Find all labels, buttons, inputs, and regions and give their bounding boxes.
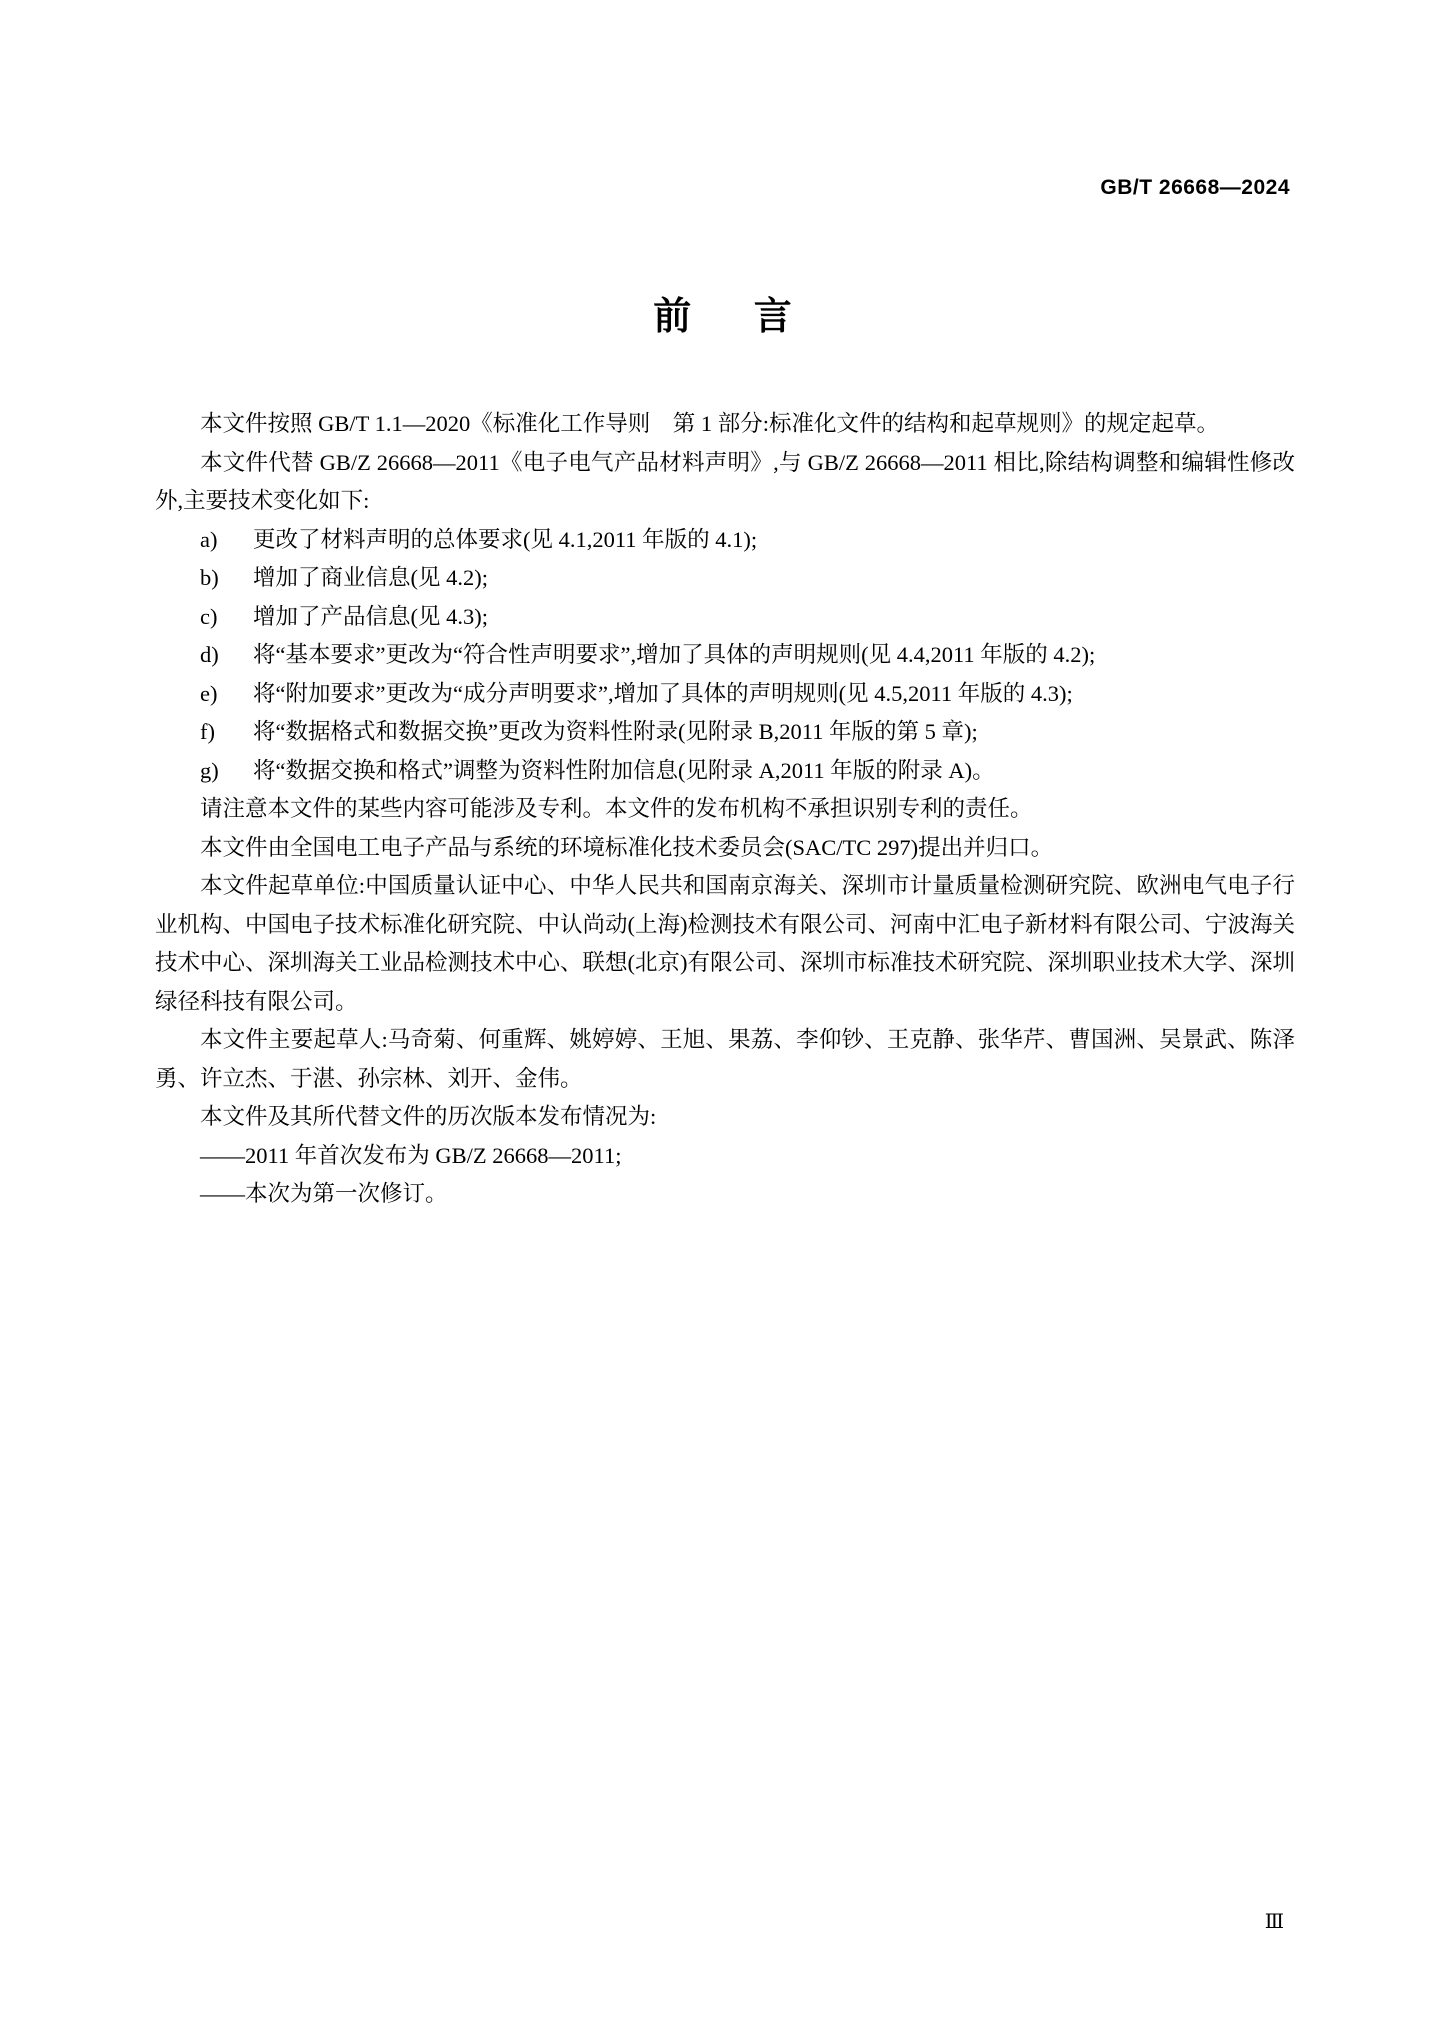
list-marker: c) (200, 603, 218, 629)
list-item-text: 更改了材料声明的总体要求(见 4.1,2011 年版的 4.1); (253, 526, 758, 552)
paragraph-technical-committee: 本文件由全国电工电子产品与系统的环境标准化技术委员会(SAC/TC 297)提出并归口。 (200, 834, 1054, 860)
list-marker: g) (200, 757, 219, 783)
list-item (155, 675, 1295, 714)
list-marker: b) (200, 565, 219, 590)
list-item (155, 521, 1295, 560)
paragraph-patent-notice: 请注意本文件的某些内容可能涉及专利。本文件的发布机构不承担识别专利的责任。 (200, 796, 1033, 821)
list-marker: e) (200, 680, 218, 706)
paragraph-drafting-organizations: 本文件起草单位:中国质量认证中心、中华人民共和国南京海关、深圳市计量质量检测研究院、欧洲电气电子行业机构、中国电子技术标准化研究院、中认尚动(上海)检测技术有限公司、河南中汇电子新材料有限公司、宁波海关技术中心、深圳海关工业品检测技术中心、联想(北京)有限公司、深圳市标准技术研究院、深圳职业技术大学、深圳绿径科技有限公司。 (155, 873, 1295, 1014)
list-item (155, 752, 1295, 791)
page-title: 前 言 (653, 296, 818, 338)
technical-changes-list (155, 521, 1295, 791)
paragraph-basis: 本文件按照 GB/T 1.1—2020《标准化工作导则 第 1 部分:标准化文件的结构和起草规则》的规定起草。 (200, 411, 1219, 436)
paragraph-version-history-intro: 本文件及其所代替文件的历次版本发布情况为: (200, 1104, 657, 1129)
list-marker: a) (200, 526, 218, 552)
list-item-text: 将“数据交换和格式”调整为资料性附加信息(见附录 A,2011 年版的附录 A)。 (253, 757, 995, 783)
list-item (155, 559, 1295, 598)
list-item-text: 增加了商业信息(见 4.2); (253, 565, 488, 590)
list-item (155, 636, 1295, 675)
page-header-standard-number: GB/T 26668—2024 (1100, 176, 1290, 199)
paragraph-replaces: 本文件代替 GB/Z 26668—2011《电子电气产品材料声明》,与 GB/Z 26668—2011 相比,除结构调整和编辑性修改外,主要技术变化如下: (155, 449, 1295, 513)
list-item-text: 将“附加要求”更改为“成分声明要求”,增加了具体的声明规则(见 4.5,2011 年版的 4.3); (253, 680, 1073, 706)
version-history-item: ——本次为第一次修订。 (200, 1181, 448, 1206)
list-marker: f) (200, 719, 215, 744)
version-history-item: ——2011 年首次发布为 GB/Z 26668—2011; (200, 1142, 622, 1168)
list-marker: d) (200, 642, 219, 667)
paragraph-main-drafters: 本文件主要起草人:马奇菊、何重辉、姚婷婷、王旭、果荔、李仰钞、王克静、张华芹、曹国洲、吴景武、陈泽勇、许立杰、于湛、孙宗林、刘开、金伟。 (155, 1027, 1295, 1091)
list-item (155, 713, 1295, 752)
list-item-text: 增加了产品信息(见 4.3); (253, 603, 488, 629)
page-number: Ⅲ (1264, 1911, 1285, 1933)
list-item-text: 将“基本要求”更改为“符合性声明要求”,增加了具体的声明规则(见 4.4,2011 年版的 4.2); (253, 642, 1096, 667)
list-item-text: 将“数据格式和数据交换”更改为资料性附录(见附录 B,2011 年版的第 5 章); (253, 719, 978, 744)
foreword-content (155, 405, 1295, 1214)
list-item (155, 598, 1295, 637)
